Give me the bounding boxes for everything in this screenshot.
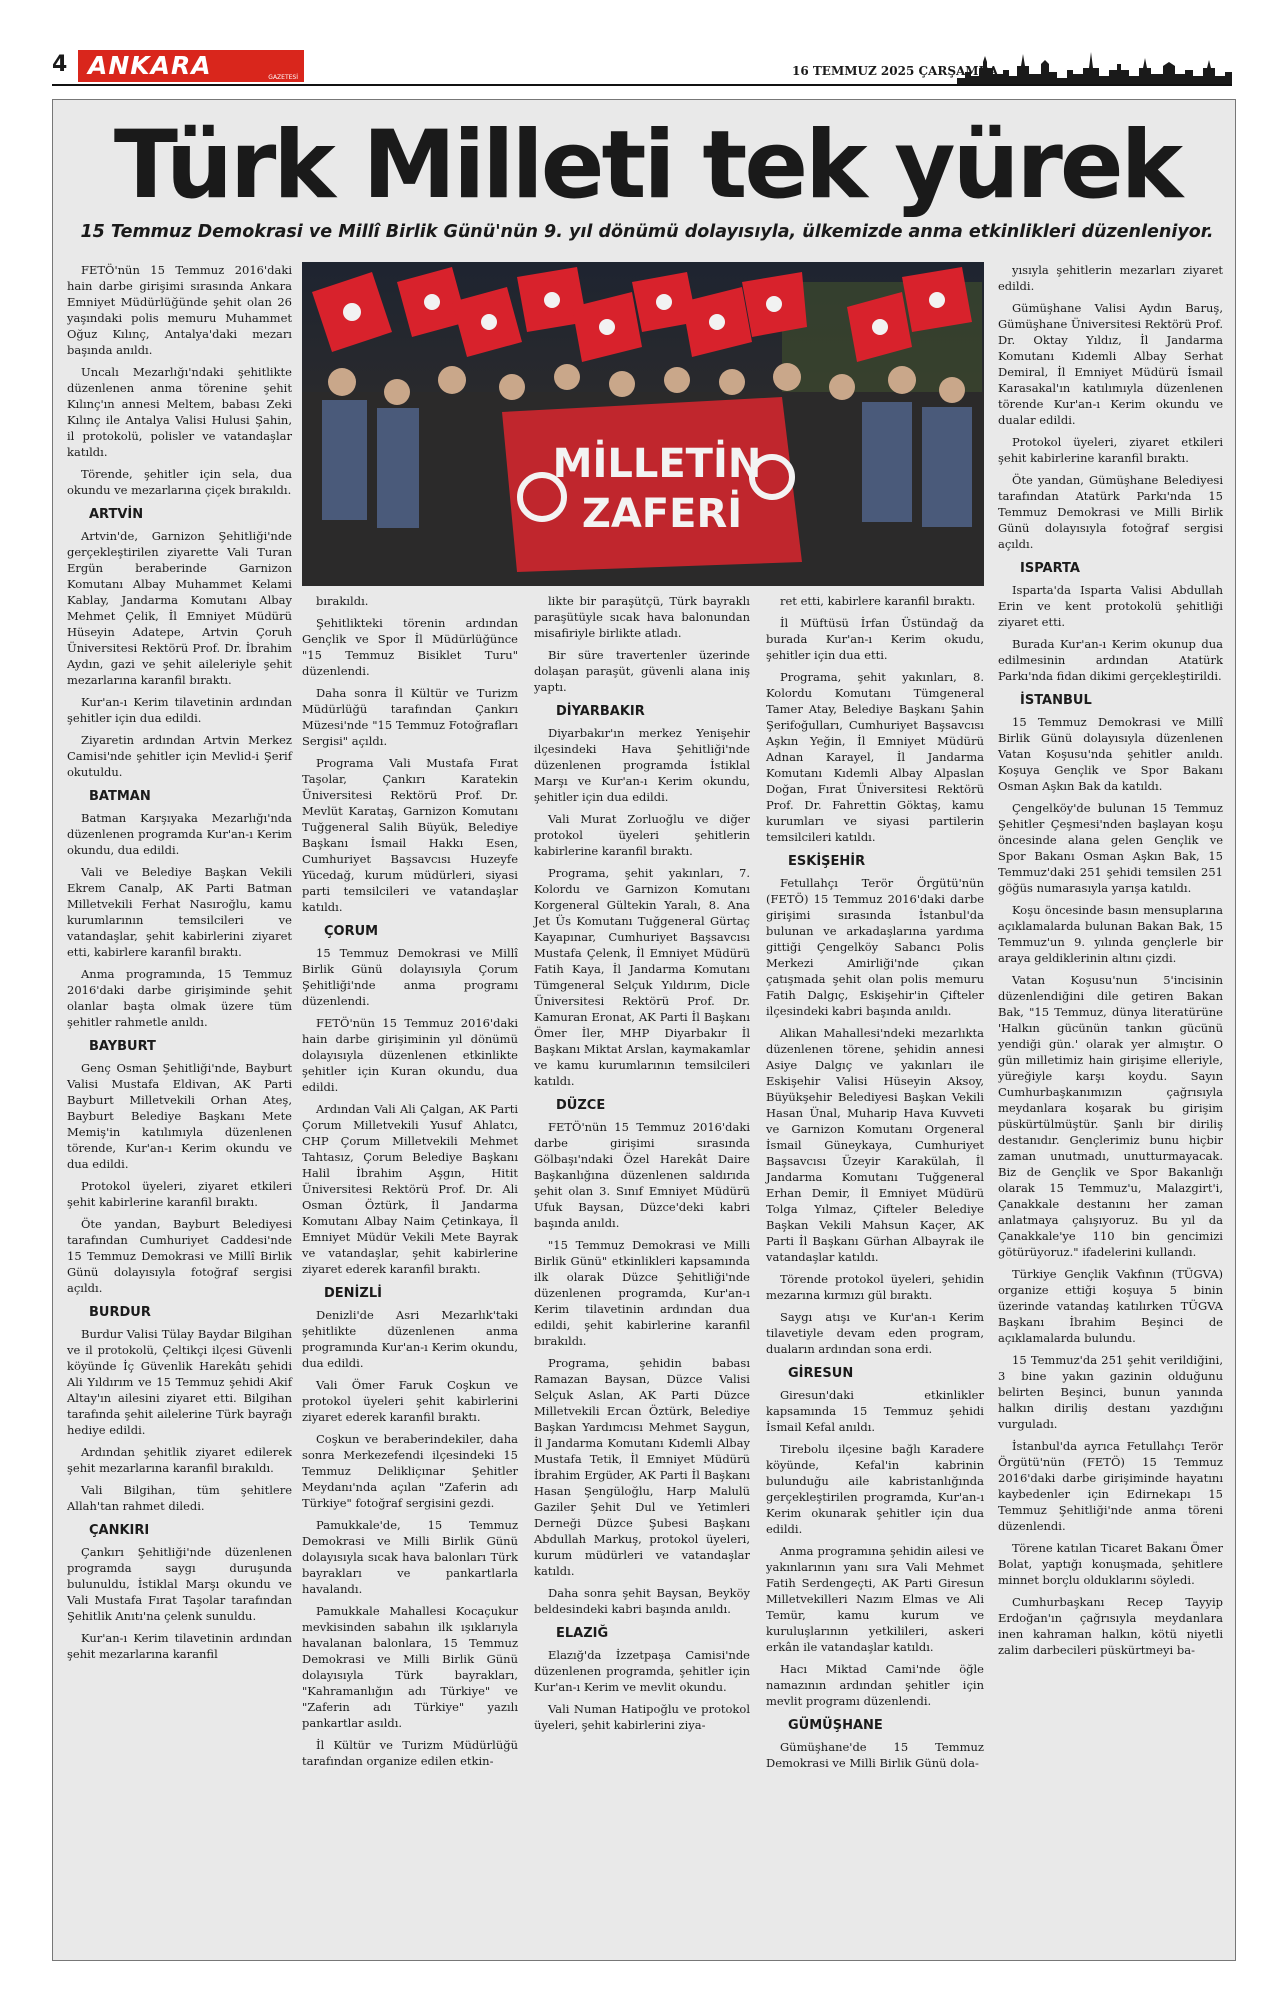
paragraph: Genç Osman Şehitliği'nde, Bayburt Valisi Mustafa Eldivan, AK Parti Bayburt Milletvekili Orhan Ateş, Bayburt Belediye Başkanı Mete Memiş'in katılımıyla düzenlenen törende, Kur'an-ı Kerim okundu ve dua edildi. [67,1061,292,1171]
paragraph: Uncalı Mezarlığı'ndaki şehitlikte düzenlenen anma törenine şehit Kılınç'ın annesi Meltem, babası Zeki Kılınç ile Antalya Valisi Hulusi Şahin, il protokolü, polisler ve vatandaşlar katıldı. [67,365,292,459]
paragraph: İstanbul'da ayrıca Fetullahçı Terör Örgütü'nün (FETÖ) 15 Temmuz 2016'daki darbe girişiminde hayatını kaybedenler için Edirnekapı 15 Temmuz Şehitliği'nde anma töreni düzenlendi. [998,1439,1223,1533]
text-column-5 [998,262,1223,1664]
article-headline: Türk Milleti tek yürek [113,111,1181,220]
paragraph: Kur'an-ı Kerim tilavetinin ardından şehitler için dua edildi. [67,695,292,725]
paragraph: İl Müftüsü İrfan Üstündağ da burada Kur'an-ı Kerim okudu, şehitler için dua etti. [766,616,984,662]
paragraph: Programa, şehit yakınları, 7. Kolordu ve Garnizon Komutanı Korgeneral Gültekin Yaralı, 8. Ana Jet Üs Komutanı Tuğgeneral Gürtaç Kayapınar, Cumhuriyet Başsavcısı Mustafa Çelenk, İl Emniyet Müdürü Fatih Kaya, İl Jandarma Komutanı Tümgeneral Selçuk Yıldırım, Dicle Üniversitesi Rektörü Prof. Dr. Kamuran Eronat, AK Parti İl Başkanı Ömer İler, MHP Diyarbakır İl Başkanı Miktat Arslan, kaymakamlar ve kamu kurumlarının temsilcileri katıldı. [534,866,750,1088]
paragraph: Anma programında, 15 Temmuz 2016'daki darbe girişiminde şehit olanlar başta olmak üzere tüm şehitler rahmetle anıldı. [67,967,292,1029]
paragraph: Çengelköy'de bulunan 15 Temmuz Şehitler Çeşmesi'nden başlayan koşu öncesinde alana gelen Gençlik ve Spor Bakanı Osman Aşkın Bak, 15 Temmuz'daki 251 şehidi temsilen 251 göğüs numarasıyla yarışa katıldı. [998,801,1223,895]
paragraph: Koşu öncesinde basın mensuplarına açıklamalarda bulunan Bakan Bak, 15 Temmuz'un 9. yılında gençlerle bir araya geldiklerinin altını çizdi. [998,903,1223,965]
paragraph: Ardından Vali Ali Çalgan, AK Parti Çorum Milletvekili Yusuf Ahlatcı, CHP Çorum Milletvekili Mehmet Tahtasız, Çorum Belediye Başkanı Halil İbrahim Aşgın, Hitit Üniversitesi Rektörü Prof. Dr. Ali Osman Öztürk, İl Jandarma Komutanı Albay Naim Çetinkaya, İl Emniyet Müdür Vekili Mete Bayrak ve vatandaşlar, şehit kabirlerine ziyaret ederek karanfil bıraktı. [302,1102,518,1276]
paragraph: Tirebolu ilçesine bağlı Karadere köyünde, Kefal'in kabrinin bulunduğu aile kabristanlığında gerçekleştirilen programda, Kur'an-ı Kerim okunarak şehitler için dua edildi. [766,1442,984,1536]
text-column-4 [766,593,984,1777]
paragraph: Elazığ'da İzzetpaşa Camisi'nde düzenlenen programda, şehitler için Kur'an-ı Kerim ve mevlit okundu. [534,1648,750,1694]
paragraph: Burdur Valisi Tülay Baydar Bilgihan ve il protokolü, Çeltikçi ilçesi Güvenli köyünde İç Güvenlik Harekâtı şehidi Ali Yıldırım ve 15 Temmuz şehidi Akif Altay'ın ailesini ziyaret etti. Bilgihan tarafında şehit ailelerine Türk bayrağı hediye edildi. [67,1327,292,1437]
paragraph: Vali Numan Hatipoğlu ve protokol üyeleri, şehit kabirlerini ziya- [534,1702,750,1732]
crowd-with-flags-image [302,262,984,586]
paragraph: ret etti, kabirlere karanfil bıraktı. [780,594,976,608]
section-heading: ÇORUM [324,924,379,939]
section-heading: DENİZLİ [324,1286,382,1301]
paragraph: Pamukkale Mahallesi Kocaçukur mevkisinden sabahın ilk ışıklarıyla havalanan balonlara, 15 Temmuz Demokrasi ve Milli Birlik Günü dolayısıyla Türk bayrakları, "Kahramanlığın adı Türkiye" ve "Zaferin adı Türkiye" yazılı pankartlar asıldı. [302,1604,518,1730]
section-heading: BURDUR [89,1305,151,1320]
rally-photo [302,262,984,586]
paragraph: Hacı Miktad Cami'nde öğle namazının ardından şehitler için mevlit programı düzenlendi. [766,1662,984,1708]
banner-text-line2: ZAFERİ [581,491,743,537]
paragraph: Programa, şehit yakınları, 8. Kolordu Komutanı Tümgeneral Tamer Atay, Belediye Başkanı Şahin Şerifoğulları, Cumhuriyet Başsavcısı Aşkın Yeğin, İl Emniyet Müdürü Adnan Karayel, İl Jandarma Komutanı Kıdemli Albay Alpaslan Doğan, Fırat Üniversitesi Rektörü Prof. Dr. Fahrettin Göktaş, kamu kurumları ve siyasi partilerin temsilcileri katıldı. [766,670,984,844]
paragraph: Saygı atışı ve Kur'an-ı Kerim tilavetiyle devam eden program, duaların ardından sona erdi. [766,1310,984,1356]
paragraph: Coşkun ve beraberindekiler, daha sonra Merkezefendi ilçesindeki 15 Temmuz Delikliçınar Şehitler Meydanı'nda açılan "Zaferin adı Türkiye" fotoğraf sergisini gezdi. [302,1432,518,1510]
paragraph: Türkiye Gençlik Vakfının (TÜGVA) organize ettiği koşuya 5 binin üzerinde vatandaş katılırken TÜGVA Başkanı İbrahim Beşinci de açıklamalarda bulundu. [998,1267,1223,1345]
article-frame [52,99,1236,1961]
paragraph: İl Kültür ve Turizm Müdürlüğü tarafından organize edilen etkin- [302,1738,518,1768]
section-heading: GİRESUN [788,1366,854,1381]
paragraph: 15 Temmuz'da 251 şehit verildiğini, 3 bine yakın gazinin olduğunu belirten Beşinci, bunun yanında halkın diriliş destanı yazdığını vurguladı. [998,1353,1223,1431]
section-heading: DÜZCE [556,1098,606,1113]
paragraph: Programa Vali Mustafa Fırat Taşolar, Çankırı Karatekin Üniversitesi Rektörü Prof. Dr. Mevlüt Karataş, Garnizon Komutanı Tuğgeneral Salih Büyük, Belediye Başkanı İsmail Hakkı Esen, Cumhuriyet Başsavcısı Huzeyfe Yücedağ, kurum müdürleri, siyasi parti temsilcileri ve vatandaşlar katıldı. [302,756,518,914]
page-header [52,50,1232,88]
paragraph: Batman Karşıyaka Mezarlığı'nda düzenlenen programda Kur'an-ı Kerim okundu, dua edildi. [67,811,292,857]
section-heading: BATMAN [89,789,151,804]
paragraph: likte bir paraşütçü, Türk bayraklı paraşütüyle sıcak hava balonundan misafiriyle birlikte atladı. [534,594,750,640]
paragraph: bırakıldı. [316,594,369,608]
section-heading: ISPARTA [1020,561,1080,576]
paragraph: Gümüşhane Valisi Aydın Baruş, Gümüşhane Üniversitesi Rektörü Prof. Dr. Oktay Yıldız, İl Jandarma Komutanı Kıdemli Albay Serhat Demiral, İl Emniyet Müdürü İsmail Karasakal'ın katılımıyla düzenlenen törende Kur'an-ı Kerim okundu ve dualar edildi. [998,301,1223,427]
paragraph: Protokol üyeleri, ziyaret etkileri şehit kabirlerine karanfil bıraktı. [67,1179,292,1209]
paragraph: Denizli'de Asri Mezarlık'taki şehitlikte düzenlenen anma programında Kur'an-ı Kerim okundu, dua edildi. [302,1308,518,1370]
paragraph: Törende protokol üyeleri, şehidin mezarına kırmızı gül bıraktı. [766,1272,984,1302]
paragraph: Artvin'de, Garnizon Şehitliği'nde gerçekleştirilen ziyarette Vali Turan Ergün beraberinde Garnizon Komutanı Albay Muhammet Kelami Kablay, Jandarma Komutanı Albay Mehmet Çelik, İl Emniyet Müdürü Hüseyin Adatepe, Artvin Çoruh Üniversitesi Rektörü Prof. Dr. İbrahim Aydın, gazi ve şehit aileleriyle şehit mezarlarına karanfil bıraktı. [67,529,292,687]
section-heading: DİYARBAKIR [556,704,645,719]
text-column-2 [302,593,518,1775]
paragraph: Kur'an-ı Kerim tilavetinin ardından şehit mezarlarına karanfil [67,1631,292,1661]
paragraph: Isparta'da Isparta Valisi Abdullah Erin ve kent protokolü şehitliği ziyaret etti. [998,583,1223,629]
banner-text-line1: MİLLETİN [552,441,762,487]
logo-text: ANKARA [88,51,212,80]
paragraph: Daha sonra İl Kültür ve Turizm Müdürlüğü tarafından Çankırı Müzesi'nde "15 Temmuz Fotoğrafları Sergisi" açıldı. [302,686,518,748]
paragraph: Vali Murat Zorluoğlu ve diğer protokol üyeleri şehitlerin kabirlerine karanfil bıraktı. [534,812,750,858]
paragraph: Gümüşhane'de 15 Temmuz Demokrasi ve Milli Birlik Günü dola- [766,1740,984,1770]
paragraph: "15 Temmuz Demokrasi ve Milli Birlik Günü" etkinlikleri kapsamında ilk olarak Düzce Şehitliği'nde düzenlenen programda, Kur'an-ı Kerim tilavetinin ardından dua edildi, şehit kabirlerine karanfil bırakıldı. [534,1238,750,1348]
section-heading: BAYBURT [89,1039,156,1054]
article-subheadline: 15 Temmuz Demokrasi ve Millî Birlik Günü'nün 9. yıl dönümü dolayısıyla, ülkemizde anma etkinlikleri düzenleniyor. [80,222,1214,242]
section-heading: ARTVİN [89,507,144,522]
paragraph: FETÖ'nün 15 Temmuz 2016'daki hain darbe girişimi sırasında Ankara Emniyet Müdürlüğünde şehit olan 26 yaşındaki polis memuru Muhammet Oğuz Kılınç, Antalya'daki mezarı başında anıldı. [67,263,292,357]
section-heading: GÜMÜŞHANE [788,1718,883,1733]
paragraph: Ardından şehitlik ziyaret edilerek şehit mezarlarına karanfil bırakıldı. [67,1445,292,1475]
paragraph: Fetullahçı Terör Örgütü'nün (FETÖ) 15 Temmuz 2016'daki darbe girişimi sırasında İstanbul'da bulunan ve arkadaşlarına yardıma gittiği Çengelköy Sabancı Polis Merkezi Amirliği'nde çıkan çatışmada şehit olan polis memuru Fatih Dalgıç, Eskişehir'in Çifteler ilçesindeki kabri başında anıldı. [766,876,984,1018]
paragraph: FETÖ'nün 15 Temmuz 2016'daki darbe girişimi sırasında Gölbaşı'ndaki Özel Harekât Daire Başkanlığına düzenlenen saldırıda şehit olan 3. Sınıf Emniyet Müdürü Ufuk Baysan, Düzce'deki kabri başında anıldı. [534,1120,750,1230]
photo-divider [302,588,984,590]
paragraph: Öte yandan, Gümüşhane Belediyesi tarafından Atatürk Parkı'nda 15 Temmuz Demokrasi ve Milli Birlik Günü dolayısıyla fotoğraf sergisi açıldı. [998,473,1223,551]
paragraph: Vali Ömer Faruk Coşkun ve protokol üyeleri şehit kabirlerini ziyaret ederek karanfil bıraktı. [302,1378,518,1424]
paragraph: 15 Temmuz Demokrasi ve Millî Birlik Günü dolayısıyla Çorum Şehitliği'nde anma programı düzenlendi. [302,946,518,1008]
paragraph: Bir süre travertenler üzerinde dolaşan paraşüt, güvenli alana iniş yaptı. [534,648,750,694]
paragraph: 15 Temmuz Demokrasi ve Millî Birlik Günü dolayısıyla düzenlenen Vatan Koşusu'nda şehitler anıldı. Koşuya Gençlik ve Spor Bakanı Osman Aşkın Bak da katıldı. [998,715,1223,793]
text-column-1 [67,262,292,1668]
header-rule [52,84,1232,86]
issue-date: 16 TEMMUZ 2025 ÇARŞAMBA [792,64,999,78]
paragraph: Pamukkale'de, 15 Temmuz Demokrasi ve Milli Birlik Günü dolayısıyla sıcak hava balonları Türk bayrakları ve pankartlarla havalandı. [302,1518,518,1596]
paragraph: Öte yandan, Bayburt Belediyesi tarafından Cumhuriyet Caddesi'nde 15 Temmuz Demokrasi ve Millî Birlik Günü dolayısıyla fotoğraf sergisi açıldı. [67,1217,292,1295]
page-number: 4 [52,52,68,77]
paragraph: Anma programına şehidin ailesi ve yakınlarının yanı sıra Vali Mehmet Fatih Serdengeçti, AK Parti Giresun Milletvekilleri Nazım Elmas ve Ali Temür, kamu kurum ve kuruluşlarının yetkilileri, askeri erkân ile vatandaşlar katıldı. [766,1544,984,1654]
paragraph: Alikan Mahallesi'ndeki mezarlıkta düzenlenen törene, şehidin annesi Asiye Dalgıç ve yakınları ile Eskişehir Valisi Hüseyin Aksoy, Büyükşehir Belediyesi Başkan Vekili Hasan Ünal, Muharip Hava Kuvveti ve Garnizon Komutanı Orgeneral İsmail Güneykaya, Cumhuriyet Başsavcısı Üzeyir Karakülah, İl Jandarma Komutanı Tuğgeneral Erhan Demir, İl Emniyet Müdürü Tolga Yılmaz, Çifteler Belediye Başkan Vekili Mahsun Kaçer, AK Parti İl Başkanı Gürhan Albayrak ile vatandaşlar katıldı. [766,1026,984,1264]
logo-subtext: GAZETESİ [268,74,298,81]
paragraph: Giresun'daki etkinlikler kapsamında 15 Temmuz şehidi İsmail Kefal anıldı. [766,1388,984,1434]
paragraph: Vali Bilgihan, tüm şehitlere Allah'tan rahmet diledi. [67,1483,292,1513]
paragraph: Çankırı Şehitliği'nde düzenlenen programda saygı duruşunda bulunuldu, İstiklal Marşı okundu ve Vali Mustafa Fırat Taşolar tarafından Şehitlik Anıtı'na çelenk sunuldu. [67,1545,292,1623]
section-heading: ESKİŞEHİR [788,854,866,869]
paragraph: FETÖ'nün 15 Temmuz 2016'daki hain darbe girişiminin yıl dönümü dolayısıyla düzenlenen etkinlikte şehitler için Kuran okundu, dua edildi. [302,1016,518,1094]
paragraph: Diyarbakır'ın merkez Yenişehir ilçesindeki Hava Şehitliği'nde düzenlenen programda İstiklal Marşı ve Kur'an-ı Kerim okundu, şehitler için dua edildi. [534,726,750,804]
section-heading: İSTANBUL [1020,693,1092,708]
paragraph: Programa, şehidin babası Ramazan Baysan, Düzce Valisi Selçuk Aslan, AK Parti Düzce Milletvekili Ercan Öztürk, Belediye Başkan Yardımcısı Mehmet Saygun, İl Jandarma Komutanı Kıdemli Albay Mustafa Tetik, İl Emniyet Müdürü İbrahim Ergüder, AK Parti İl Başkanı Hasan Şengüloğlu, Harp Malulü Gaziler Şehit Dul ve Yetimleri Derneği Düzce Şubesi Başkanı Abdullah Markuş, protokol üyeleri, kurum müdürleri ve vatandaşlar katıldı. [534,1356,750,1578]
paragraph: Cumhurbaşkanı Recep Tayyip Erdoğan'ın çağrısıyla meydanlara inen kahraman halkın, kötü niyetli zalim darbecileri püskürtmeyi ba- [998,1595,1223,1657]
section-heading: ELAZIĞ [556,1626,609,1641]
paragraph: Protokol üyeleri, ziyaret etkileri şehit kabirlerine karanfil bıraktı. [998,435,1223,465]
paragraph: Daha sonra şehit Baysan, Beyköy beldesindeki kabri başında anıldı. [534,1586,750,1616]
paragraph: Ziyaretin ardından Artvin Merkez Camisi'nde şehitler için Mevlid-i Şerif okutuldu. [67,733,292,779]
paragraph: Burada Kur'an-ı Kerim okunup dua edilmesinin ardından Atatürk Parkı'nda fidan dikimi gerçekleştirildi. [998,637,1223,683]
paragraph: Şehitlikteki törenin ardından Gençlik ve Spor İl Müdürlüğünce "15 Temmuz Bisiklet Turu" düzenlendi. [302,616,518,678]
ankara-skyline-icon [957,50,1232,84]
paragraph: Törende, şehitler için sela, dua okundu ve mezarlarına çiçek bırakıldı. [67,467,292,497]
paragraph: Vali ve Belediye Başkan Vekili Ekrem Canalp, AK Parti Batman Milletvekili Ferhat Nasıroğlu, kamu kurumlarının temsilcileri ve vatandaşlar, şehit kabirlerini ziyaret etti, kabirlere karanfil bıraktı. [67,865,292,959]
paragraph: yısıyla şehitlerin mezarları ziyaret edildi. [998,263,1223,293]
paragraph: Törene katılan Ticaret Bakanı Ömer Bolat, yaptığı konuşmada, şehitlere minnet borçlu olduklarını söyledi. [998,1541,1223,1587]
paragraph: Vatan Koşusu'nun 5'incisinin düzenlendiğini dile getiren Bakan Bak, "15 Temmuz, dünya literatürüne 'Halkın gücünün tankın gücünü yendiği gün.' olarak yer almıştır. O gün milletimiz hain girişime elleriyle, yüreğiyle karşı koydu. Sayın Cumhurbaşkanımızın çağrısıyla meydanlara koşarak bu girişim püskürtülmüştür. Şanlı bir diriliş destanıdır. Gençlerimiz bunu hiçbir zaman unutmadı, unutturmayacak. Biz de Gençlik ve Spor Bakanlığı olarak 15 Temmuz'u, Malazgirt'i, Çanakkale destanını her zaman anlatmaya çalışıyoruz. Bu yıl da Çanakkale'ye 110 bin gencimizi götürüyoruz." ifadelerini kullandı. [998,973,1223,1259]
section-heading: ÇANKIRI [89,1523,150,1538]
text-column-3 [534,593,750,1739]
newspaper-logo [78,50,304,82]
